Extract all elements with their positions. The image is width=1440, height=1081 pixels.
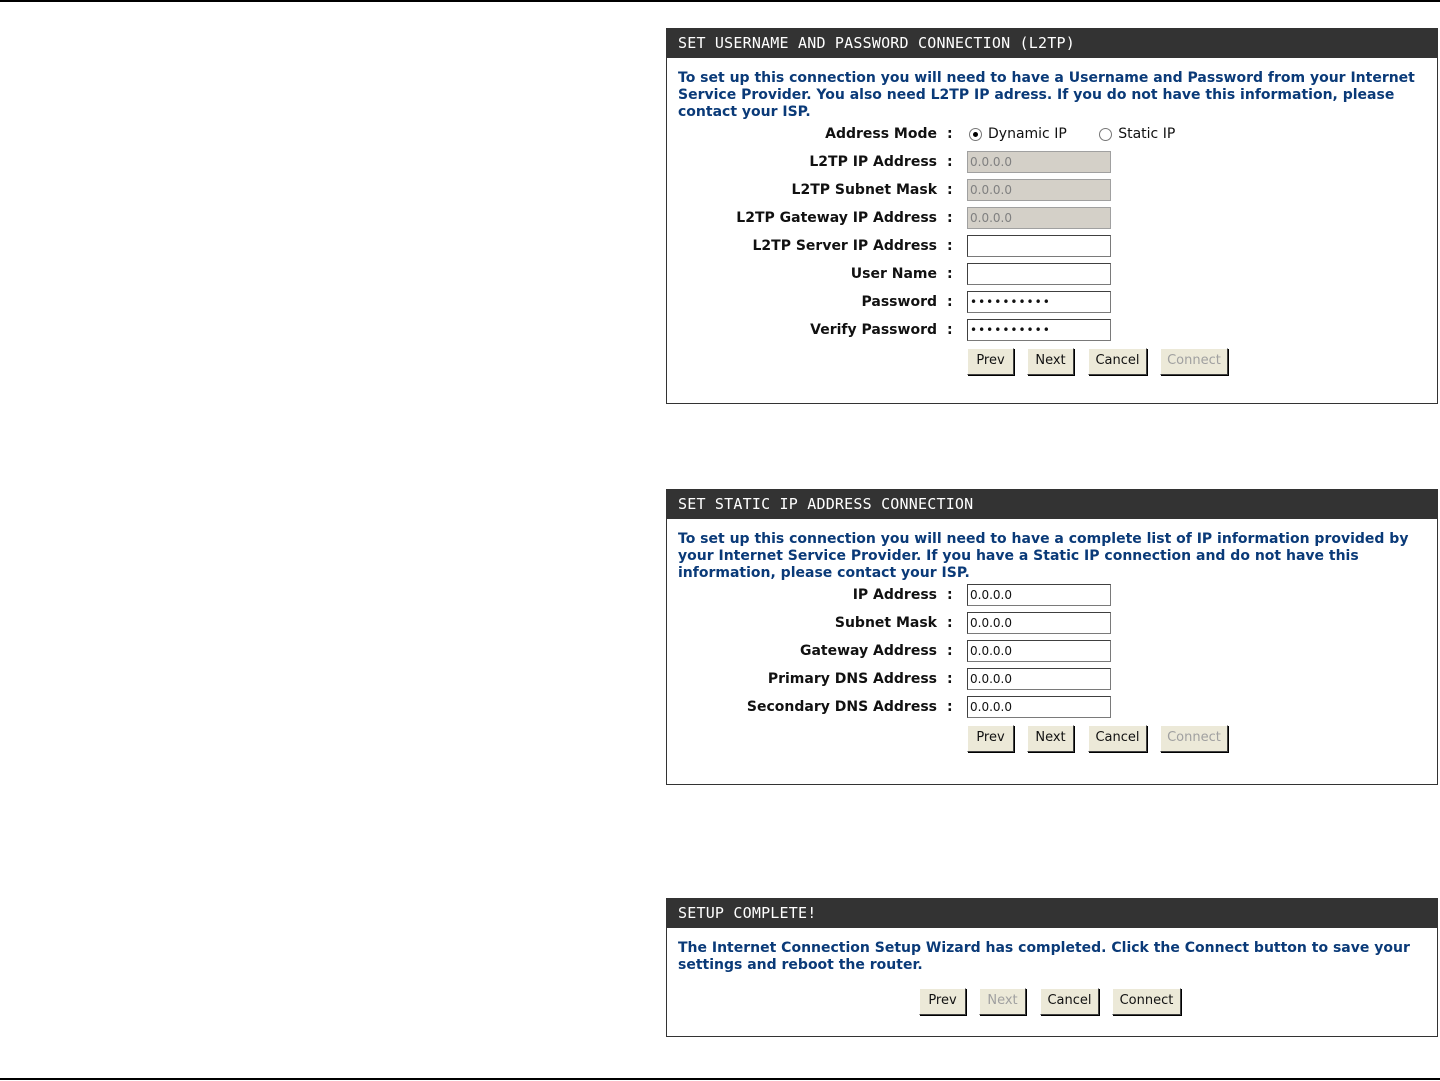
primary-dns-row [667, 667, 1437, 695]
next-button[interactable]: Next [1027, 725, 1074, 752]
cancel-button[interactable]: Cancel [1040, 988, 1099, 1015]
subnet-mask-input[interactable]: 0.0.0.0 [967, 612, 1111, 634]
ip-address-row [667, 583, 1437, 611]
password-row [667, 290, 1437, 318]
colon: : [947, 238, 953, 254]
l2tp-server-row [667, 234, 1437, 262]
prev-button[interactable]: Prev [919, 988, 966, 1015]
user-name-row [667, 262, 1437, 290]
static-ip-label[interactable]: Static IP [1118, 126, 1176, 142]
verify-password-input[interactable]: •••••••••• [967, 319, 1111, 341]
next-button[interactable]: Next [1027, 348, 1074, 375]
ip-address-label: IP Address [852, 587, 937, 603]
colon: : [947, 587, 953, 603]
colon: : [947, 126, 953, 142]
panel-description: To set up this connection you will need to have a Username and Password from your Internet Service Provider. You also need L2TP IP adress. If you do not have this information, please contact your ISP. [678, 70, 1415, 120]
panel-description: To set up this connection you will need to have a complete list of IP information provided by your Internet Service Provider. If you have a Static IP connection and do not have this information, please contact your ISP. [678, 531, 1409, 581]
subnet-mask-row [667, 611, 1437, 639]
colon: : [947, 643, 953, 659]
colon: : [947, 210, 953, 226]
colon: : [947, 615, 953, 631]
l2tp-ip-label: L2TP IP Address [809, 154, 937, 170]
button-row [667, 346, 1437, 386]
verify-password-row [667, 318, 1437, 346]
panel-title: SET USERNAME AND PASSWORD CONNECTION (L2TP) [667, 29, 1437, 58]
l2tp-gateway-row [667, 206, 1437, 234]
gateway-label: Gateway Address [799, 643, 937, 659]
colon: : [947, 671, 953, 687]
panel-title: SET STATIC IP ADDRESS CONNECTION [667, 490, 1437, 519]
l2tp-gateway-label: L2TP Gateway IP Address [736, 210, 937, 226]
l2tp-subnet-mask-input: 0.0.0.0 [967, 179, 1111, 201]
colon: : [947, 154, 953, 170]
colon: : [947, 699, 953, 715]
setup-complete-panel [666, 898, 1438, 1037]
dynamic-ip-radio[interactable] [969, 128, 982, 141]
panel-description: The Internet Connection Setup Wizard has completed. Click the Connect button to save your settings and reboot the router. [678, 940, 1410, 973]
cancel-button[interactable]: Cancel [1088, 348, 1147, 375]
top-rule [0, 0, 1440, 2]
address-mode-label: Address Mode [825, 126, 937, 142]
dynamic-ip-label[interactable]: Dynamic IP [988, 126, 1067, 142]
secondary-dns-row [667, 695, 1437, 723]
next-button[interactable]: Next [979, 988, 1026, 1015]
prev-button[interactable]: Prev [967, 348, 1014, 375]
l2tp-ip-input: 0.0.0.0 [967, 151, 1111, 173]
user-name-input[interactable] [967, 263, 1111, 285]
prev-button[interactable]: Prev [967, 725, 1014, 752]
cancel-button[interactable]: Cancel [1088, 725, 1147, 752]
l2tp-mask-row [667, 178, 1437, 206]
address-mode-row [667, 122, 1437, 150]
l2tp-gateway-input: 0.0.0.0 [967, 207, 1111, 229]
primary-dns-label: Primary DNS Address [767, 671, 937, 687]
verify-password-label: Verify Password [810, 322, 937, 338]
l2tp-mask-label: L2TP Subnet Mask [791, 182, 937, 198]
button-row [667, 723, 1437, 763]
user-name-label: User Name [850, 266, 937, 282]
ip-address-input[interactable]: 0.0.0.0 [967, 584, 1111, 606]
address-mode-radio-group [967, 126, 1201, 142]
colon: : [947, 266, 953, 282]
button-row [667, 986, 1437, 1026]
gateway-row [667, 639, 1437, 667]
password-input[interactable]: •••••••••• [967, 291, 1111, 313]
l2tp-ip-row [667, 150, 1437, 178]
gateway-input[interactable]: 0.0.0.0 [967, 640, 1111, 662]
secondary-dns-label: Secondary DNS Address [746, 699, 937, 715]
connect-button[interactable]: Connect [1112, 988, 1181, 1015]
colon: : [947, 182, 953, 198]
secondary-dns-input[interactable]: 0.0.0.0 [967, 696, 1111, 718]
primary-dns-input[interactable]: 0.0.0.0 [967, 668, 1111, 690]
subnet-mask-label: Subnet Mask [834, 615, 937, 631]
connect-button[interactable]: Connect [1160, 725, 1228, 752]
password-label: Password [861, 294, 937, 310]
colon: : [947, 322, 953, 338]
l2tp-server-label: L2TP Server IP Address [752, 238, 937, 254]
static-ip-panel [666, 489, 1438, 785]
static-ip-radio[interactable] [1099, 128, 1112, 141]
l2tp-panel [666, 28, 1438, 404]
l2tp-server-input[interactable] [967, 235, 1111, 257]
colon: : [947, 294, 953, 310]
panel-title: SETUP COMPLETE! [667, 899, 1437, 928]
bottom-rule [0, 1078, 1440, 1080]
connect-button[interactable]: Connect [1160, 348, 1228, 375]
